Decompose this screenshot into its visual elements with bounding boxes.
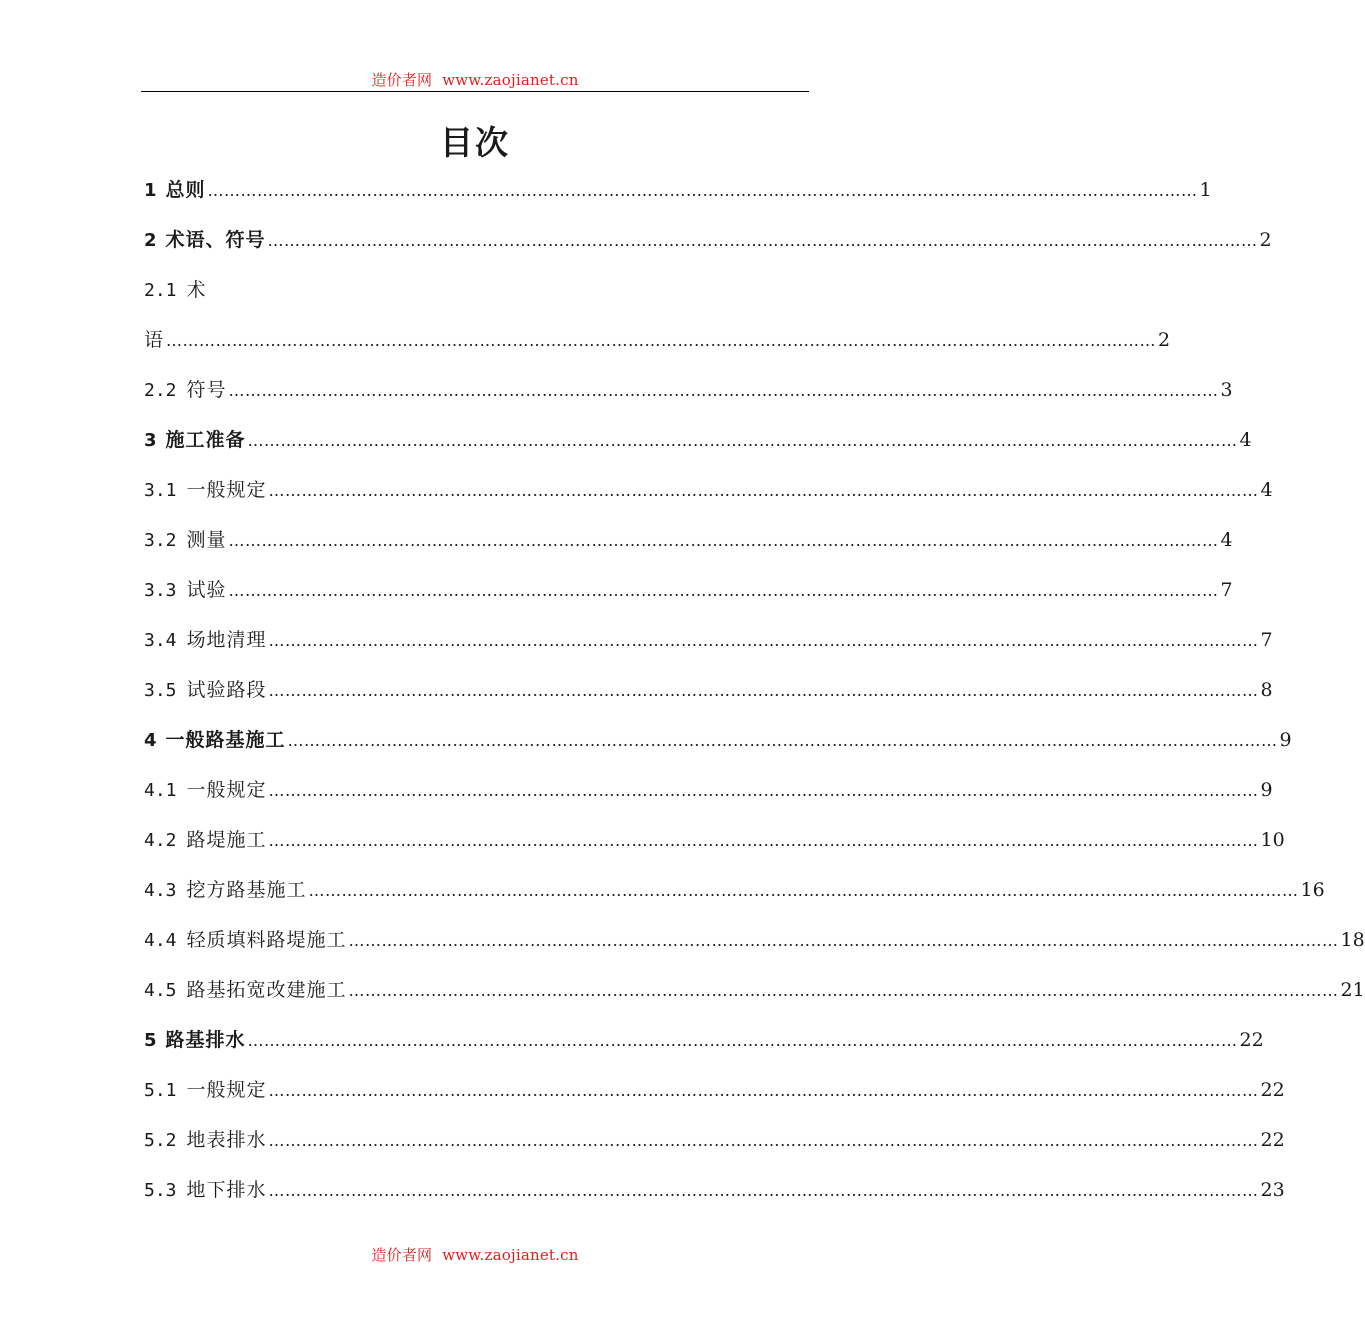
toc-dot-leader: ……………………………………………………………………………………………………………………………………………………………… — [348, 981, 1339, 1000]
toc-entry-number: 2.2 — [144, 380, 177, 401]
toc-entry-page-number: 7 — [1260, 629, 1273, 651]
toc-entry[interactable] — [144, 323, 1171, 373]
toc-dot-leader: ……………………………………………………………………………………………………………………………………………………………… — [228, 381, 1219, 400]
toc-entry[interactable] — [144, 773, 1273, 823]
toc-entry[interactable] — [144, 473, 1273, 523]
toc-entry-title: 一般规定 — [186, 479, 267, 501]
toc-entry-title: 试验 — [186, 579, 227, 601]
toc-entry-page-number: 21 — [1340, 979, 1365, 1001]
page-footer — [0, 1244, 950, 1265]
toc-entry-number: 5.2 — [144, 1130, 177, 1151]
toc-dot-leader: ……………………………………………………………………………………………………………………………………………………………… — [268, 681, 1259, 700]
toc-entry-number: 4.3 — [144, 880, 177, 901]
toc-entry-title: 术 — [186, 279, 207, 301]
toc-dot-leader: ……………………………………………………………………………………………………………………………………………………………… — [268, 781, 1259, 800]
toc-list — [144, 173, 1365, 1223]
toc-entry-title: 试验路段 — [186, 679, 267, 701]
header-url-link[interactable]: www.zaojianet.cn — [442, 71, 579, 89]
toc-entry[interactable] — [144, 223, 1272, 273]
toc-dot-leader: ……………………………………………………………………………………………………………………………………………………………… — [247, 1031, 1238, 1050]
toc-entry-title: 路基拓宽改建施工 — [186, 979, 347, 1001]
toc-entry-page-number: 4 — [1220, 529, 1233, 551]
toc-entry[interactable] — [144, 873, 1325, 923]
toc-entry-title: 测量 — [186, 529, 227, 551]
toc-entry-number: 3.4 — [144, 630, 177, 651]
toc-entry-title: 轻质填料路堤施工 — [186, 929, 347, 951]
toc-entry-title: 符号 — [186, 379, 227, 401]
toc-dot-leader: ……………………………………………………………………………………………………………………………………………………………… — [348, 931, 1339, 950]
page-header — [0, 69, 950, 90]
toc-entry-page-number: 9 — [1279, 729, 1292, 751]
toc-entry[interactable] — [144, 1173, 1285, 1223]
toc-entry-number: 3.3 — [144, 580, 177, 601]
toc-entry-page-number: 22 — [1260, 1079, 1285, 1101]
toc-dot-leader: ……………………………………………………………………………………………………………………………………………………………… — [267, 231, 1258, 250]
toc-entry-title: 地下排水 — [186, 1179, 267, 1201]
toc-entry-page-number: 4 — [1239, 429, 1252, 451]
toc-entry-page-number: 4 — [1260, 479, 1273, 501]
toc-entry-page-number: 23 — [1260, 1179, 1285, 1201]
toc-entry-number: 4.4 — [144, 930, 177, 951]
toc-entry-title: 术语、符号 — [165, 229, 266, 251]
toc-entry-number: 4.2 — [144, 830, 177, 851]
toc-entry-number: 5.1 — [144, 1080, 177, 1101]
toc-dot-leader: ……………………………………………………………………………………………………………………………………………………………… — [268, 1181, 1259, 1200]
toc-entry-page-number: 1 — [1199, 179, 1212, 201]
toc-dot-leader: ……………………………………………………………………………………………………………………………………………………………… — [228, 581, 1219, 600]
toc-entry[interactable] — [144, 1123, 1285, 1173]
toc-entry-page-number: 2 — [1259, 229, 1272, 251]
toc-dot-leader: ……………………………………………………………………………………………………………………………………………………………… — [207, 181, 1198, 200]
toc-entry-number: 5.3 — [144, 1180, 177, 1201]
toc-entry-page-number: 2 — [1158, 329, 1171, 351]
toc-entry-number: 3.1 — [144, 480, 177, 501]
toc-entry[interactable] — [144, 1073, 1285, 1123]
toc-dot-leader: ……………………………………………………………………………………………………………………………………………………………… — [268, 631, 1259, 650]
toc-entry-title: 路堤施工 — [186, 829, 267, 851]
toc-entry-number: 1 — [144, 180, 157, 201]
toc-entry[interactable] — [144, 1023, 1264, 1073]
toc-entry[interactable] — [144, 673, 1273, 723]
header-site-name: 造价者网 — [371, 71, 433, 89]
toc-entry[interactable] — [144, 423, 1252, 473]
toc-entry[interactable] — [144, 723, 1292, 773]
toc-entry[interactable] — [144, 573, 1233, 623]
toc-dot-leader: ……………………………………………………………………………………………………………………………………………………………… — [228, 531, 1219, 550]
toc-entry-page-number: 18 — [1340, 929, 1365, 951]
toc-entry-title: 一般规定 — [186, 779, 267, 801]
toc-entry-page-number: 10 — [1260, 829, 1285, 851]
toc-entry[interactable] — [144, 923, 1365, 973]
toc-entry[interactable] — [144, 623, 1273, 673]
toc-entry-title: 一般路基施工 — [165, 729, 286, 751]
toc-entry-number: 2.1 — [144, 280, 177, 301]
toc-entry-title: 地表排水 — [186, 1129, 267, 1151]
toc-entry[interactable] — [144, 823, 1285, 873]
toc-entry-page-number: 7 — [1220, 579, 1233, 601]
toc-entry-number: 3.5 — [144, 680, 177, 701]
toc-entry[interactable] — [144, 273, 794, 323]
toc-entry-page-number: 16 — [1300, 879, 1325, 901]
toc-entry-title: 一般规定 — [186, 1079, 267, 1101]
toc-entry-number: 3.2 — [144, 530, 177, 551]
toc-dot-leader: ……………………………………………………………………………………………………………………………………………………………… — [308, 881, 1299, 900]
toc-dot-leader: ……………………………………………………………………………………………………………………………………………………………… — [247, 431, 1238, 450]
toc-entry-title: 总则 — [165, 179, 206, 201]
toc-entry-title: 施工准备 — [165, 429, 246, 451]
toc-entry-page-number: 9 — [1260, 779, 1273, 801]
toc-entry-title: 语 — [144, 329, 165, 351]
toc-dot-leader: ……………………………………………………………………………………………………………………………………………………………… — [287, 731, 1278, 750]
toc-entry-page-number: 22 — [1239, 1029, 1264, 1051]
toc-dot-leader: ……………………………………………………………………………………………………………………………………………………………… — [268, 1131, 1259, 1150]
toc-entry[interactable] — [144, 523, 1233, 573]
toc-entry[interactable] — [144, 173, 1212, 223]
toc-entry-number: 4.1 — [144, 780, 177, 801]
toc-dot-leader: ……………………………………………………………………………………………………………………………………………………………… — [166, 331, 1157, 350]
toc-dot-leader: ……………………………………………………………………………………………………………………………………………………………… — [268, 481, 1259, 500]
toc-entry-number: 3 — [144, 430, 157, 451]
toc-entry-page-number: 3 — [1220, 379, 1233, 401]
footer-site-name: 造价者网 — [371, 1246, 433, 1264]
toc-entry-page-number: 8 — [1260, 679, 1273, 701]
toc-entry-number: 5 — [144, 1030, 157, 1051]
toc-entry-number: 4.5 — [144, 980, 177, 1001]
toc-entry-title: 路基排水 — [165, 1029, 246, 1051]
toc-entry-title: 挖方路基施工 — [186, 879, 307, 901]
footer-url-link[interactable]: www.zaojianet.cn — [442, 1246, 579, 1264]
toc-entry-title: 场地清理 — [186, 629, 267, 651]
toc-dot-leader: ……………………………………………………………………………………………………………………………………………………………… — [268, 831, 1259, 850]
toc-entry-number: 4 — [144, 730, 157, 751]
header-divider — [141, 91, 809, 92]
toc-entry[interactable] — [144, 373, 1233, 423]
toc-entry[interactable] — [144, 973, 1365, 1023]
toc-entry-page-number: 22 — [1260, 1129, 1285, 1151]
toc-entry-number: 2 — [144, 230, 157, 251]
toc-dot-leader: ……………………………………………………………………………………………………………………………………………………………… — [268, 1081, 1259, 1100]
toc-title: 目次 — [440, 123, 510, 162]
